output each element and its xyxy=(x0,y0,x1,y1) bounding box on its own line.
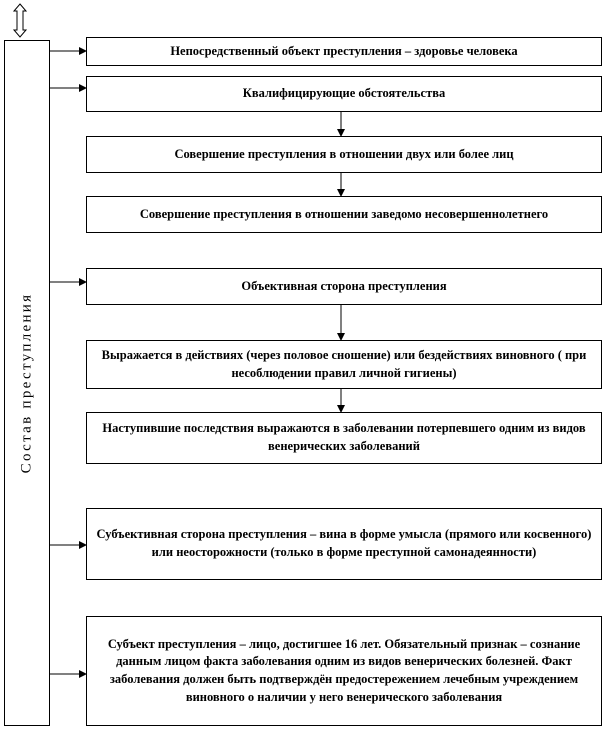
subjective-side-box: Субъективная сторона преступления – вина в форме умысла (прямого или косвенного) или неосторожности (только в форме преступной самонадеянности) xyxy=(86,508,602,580)
object-box: Непосредственный объект преступления – здоровье человека xyxy=(86,37,602,66)
double-arrow-icon xyxy=(14,4,26,37)
subject-box: Субъект преступления – лицо, достигшее 16 лет. Обязательный признак – сознание данным лицом факта заболевания одним из видов венерических болезней. Факт заболевания должен быть подтверждён предостережением лечебным учреждением виновного о наличии у него венерического заболевания xyxy=(86,616,602,726)
consequences-box: Наступившие последствия выражаются в заболевании потерпевшего одним из видов венерических заболеваний xyxy=(86,412,602,464)
actions-box: Выражается в действиях (через половое сношение) или бездействиях виновного ( при несоблюдении правил личной гигиены) xyxy=(86,340,602,389)
crime-composition-box xyxy=(4,40,50,726)
crime-composition-label: Состав преступления xyxy=(18,292,35,474)
two-persons-box: Совершение преступления в отношении двух или более лиц xyxy=(86,136,602,173)
minor-box: Совершение преступления в отношении заведомо несовершеннолетнего xyxy=(86,196,602,233)
qualifying-box: Квалифицирующие обстоятельства xyxy=(86,76,602,112)
objective-side-box: Объективная сторона преступления xyxy=(86,268,602,305)
